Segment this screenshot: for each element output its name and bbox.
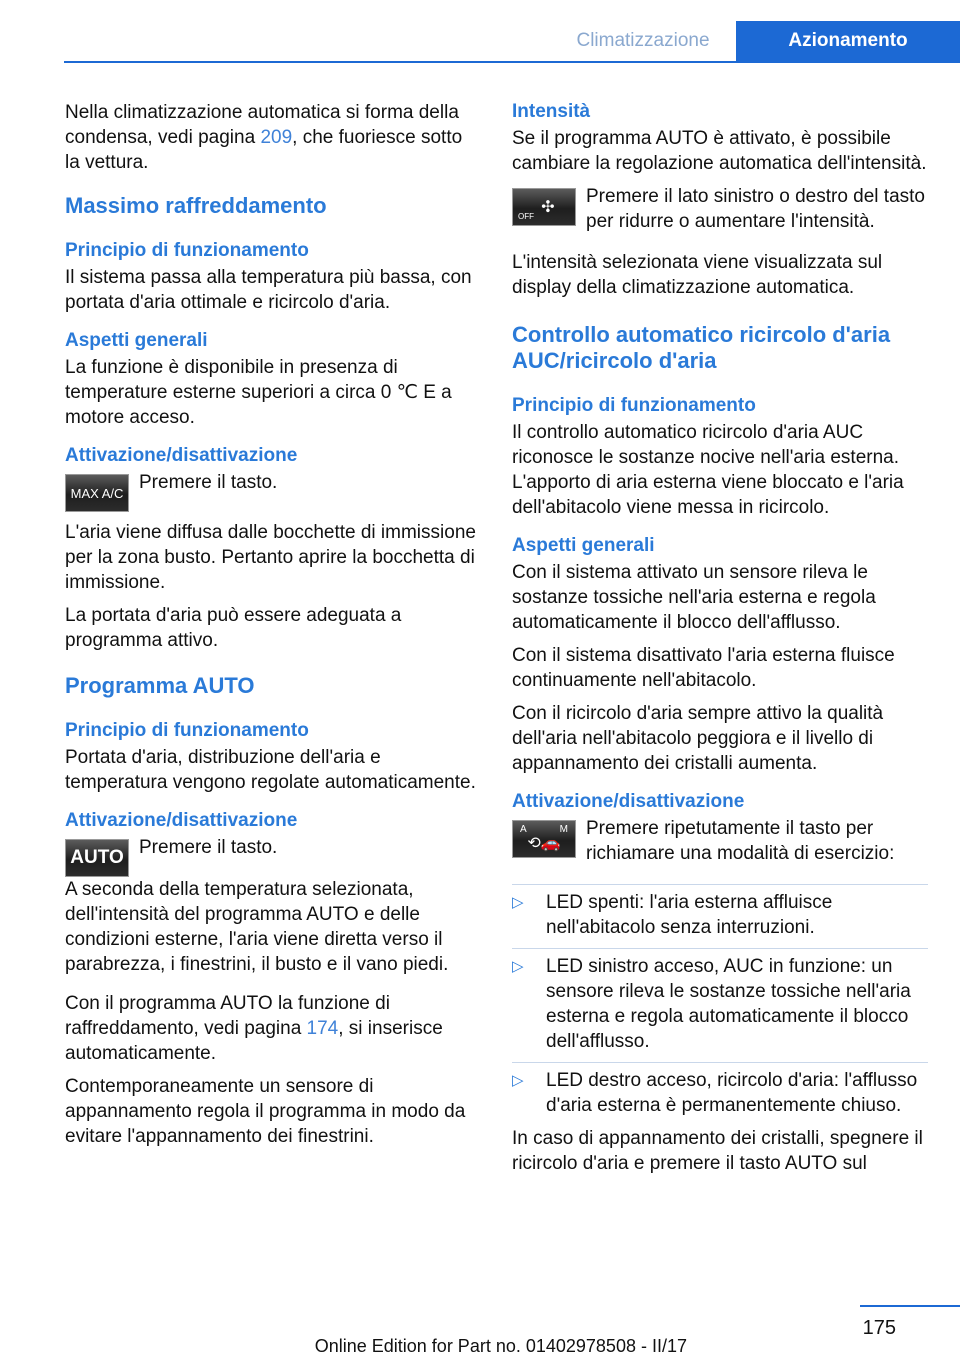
fan-intensity-button-icon: OFF ✣ [512, 188, 576, 226]
auc-principle-text: Il controllo automatico ricircolo d'aria AUC riconosce le sostanze nocive nell'aria esterna. L'apporto di aria esterna viene bloccato e l'aria dell'abitacolo viene messa in ricircolo. [512, 422, 904, 518]
max-ac-button-icon: MAX A/C [65, 474, 129, 512]
triangle-bullet-icon: ▷ [512, 1072, 524, 1089]
intensity-text-2: L'intensità selezionata viene visualizzata sul display della climatizzazione automatica. [512, 252, 883, 298]
auto-program-title: Programma AUTO [65, 673, 255, 698]
auto-button-icon: AUTO [65, 839, 129, 877]
auc-activation-heading: Attivazione/disattivazione [512, 791, 745, 812]
max-ac-row [65, 470, 480, 512]
max-text-2: La portata d'aria può essere adeguata a programma attivo. [65, 605, 402, 651]
auc-principle-heading: Principio di funzionamento [512, 395, 756, 416]
footer-rule [860, 1305, 960, 1307]
list-item: ▷ LED destro acceso, ricircolo d'aria: l'afflusso d'aria esterna è permanentemente chiuso. [512, 1068, 928, 1118]
max-general-text: La funzione è disponibile in presenza di temperature esterne superiori a circa 0 ℃ E a motore acceso. [65, 357, 452, 428]
intensity-heading: Intensità [512, 101, 591, 122]
left-column [65, 100, 480, 1157]
auto-principle-text: Portata d'aria, distribuzione dell'aria e temperatura vengono regolate automaticamente. [65, 747, 476, 793]
auc-general-3: Con il ricircolo d'aria sempre attivo la qualità dell'aria nell'abitacolo peggiora e il livello di appannamento dei cristalli aumenta. [512, 703, 884, 774]
triangle-bullet-icon: ▷ [512, 958, 524, 975]
intensity-text-1: Se il programma AUTO è attivato, è possibile cambiare la regolazione automatica dell'intensità. [512, 128, 927, 174]
auc-general-heading: Aspetti generali [512, 535, 655, 556]
intensity-press-text: Premere il lato sinistro o destro del tasto per ridurre o aumentare l'intensità. [586, 186, 925, 232]
intro-paragraph: Nella climatizzazione automatica si forma della condensa, vedi pagina 209, che fuoriesce sotto la vettura. [65, 102, 463, 173]
auc-general-1: Con il sistema attivato un sensore rileva le sostanze tossiche nell'aria esterna e regola automaticamente il blocco dell'afflusso. [512, 562, 876, 633]
auc-title: Controllo automatico ricircolo d'aria AUC/ricircolo d'aria [512, 322, 891, 373]
auc-last-text: In caso di appannamento dei cristalli, spegnere il ricircolo d'aria e premere il tasto AUTO sul [512, 1128, 923, 1174]
max-general-heading: Aspetti generali [65, 330, 208, 351]
auto-text-3: Contemporaneamente un sensore di appannamento regola il programma in modo da evitare l'appannamento dei finestrini. [65, 1076, 466, 1147]
right-column [512, 100, 928, 1184]
auto-text-2: Con il programma AUTO la funzione di raffreddamento, vedi pagina 174, si inserisce automaticamente. [65, 993, 443, 1064]
header-rule [64, 61, 960, 63]
recirculation-button-icon: A M ⟲🚗 [512, 820, 576, 858]
list-item: ▷ LED spenti: l'aria esterna affluisce nell'abitacolo senza interruzioni. [512, 890, 928, 940]
page-number: 175 [862, 1317, 896, 1339]
fan-icon: ✣ [541, 199, 555, 216]
page-header [0, 0, 960, 64]
max-principle-heading: Principio di funzionamento [65, 240, 309, 261]
header-subsection[interactable]: Azionamento [736, 21, 960, 61]
auto-press-text: Premere il tasto. [139, 837, 278, 858]
max-principle-text: Il sistema passa alla temperatura più bassa, con portata d'aria ottimale e ricircolo d'aria. [65, 267, 472, 313]
auto-principle-heading: Principio di funzionamento [65, 720, 309, 741]
list-item: ▷ LED sinistro acceso, AUC in funzione: un sensore rileva le sostanze tossiche nell'aria esterna e regola automaticamente il blocco dell'afflusso. [512, 954, 928, 1054]
max-cooling-title: Massimo raffreddamento [65, 193, 327, 218]
max-press-text: Premere il tasto. [139, 472, 278, 493]
auto-text-1: A seconda della temperatura selezionata, dell'intensità del programma AUTO e delle condizioni esterne, l'aria viene diretta verso il parabrezza, i finestrini, il busto e il vano piedi. [65, 879, 449, 975]
auto-row [65, 835, 480, 877]
edition-note: Online Edition for Part no. 01402978508 - II/17 [314, 1336, 687, 1356]
header-section[interactable]: Climatizzazione [576, 30, 710, 51]
triangle-bullet-icon: ▷ [512, 894, 524, 911]
car-recirculation-icon: ⟲🚗 [527, 835, 561, 852]
max-text-1: L'aria viene diffusa dalle bocchette di immissione per la zona busto. Pertanto aprire la bocchetta di immissione. [65, 522, 476, 593]
auc-row [512, 816, 928, 874]
auc-mode-list [512, 890, 928, 1118]
intensity-row [512, 184, 928, 242]
page-link-209[interactable]: 209 [260, 127, 293, 148]
auto-activation-heading: Attivazione/disattivazione [65, 810, 298, 831]
auc-press-text: Premere ripetutamente il tasto per richiamare una modalità di esercizio: [586, 818, 895, 864]
auc-general-2: Con il sistema disattivato l'aria esterna fluisce continuamente nell'abitacolo. [512, 645, 895, 691]
page-link-174[interactable]: 174 [306, 1018, 339, 1039]
max-activation-heading: Attivazione/disattivazione [65, 445, 298, 466]
